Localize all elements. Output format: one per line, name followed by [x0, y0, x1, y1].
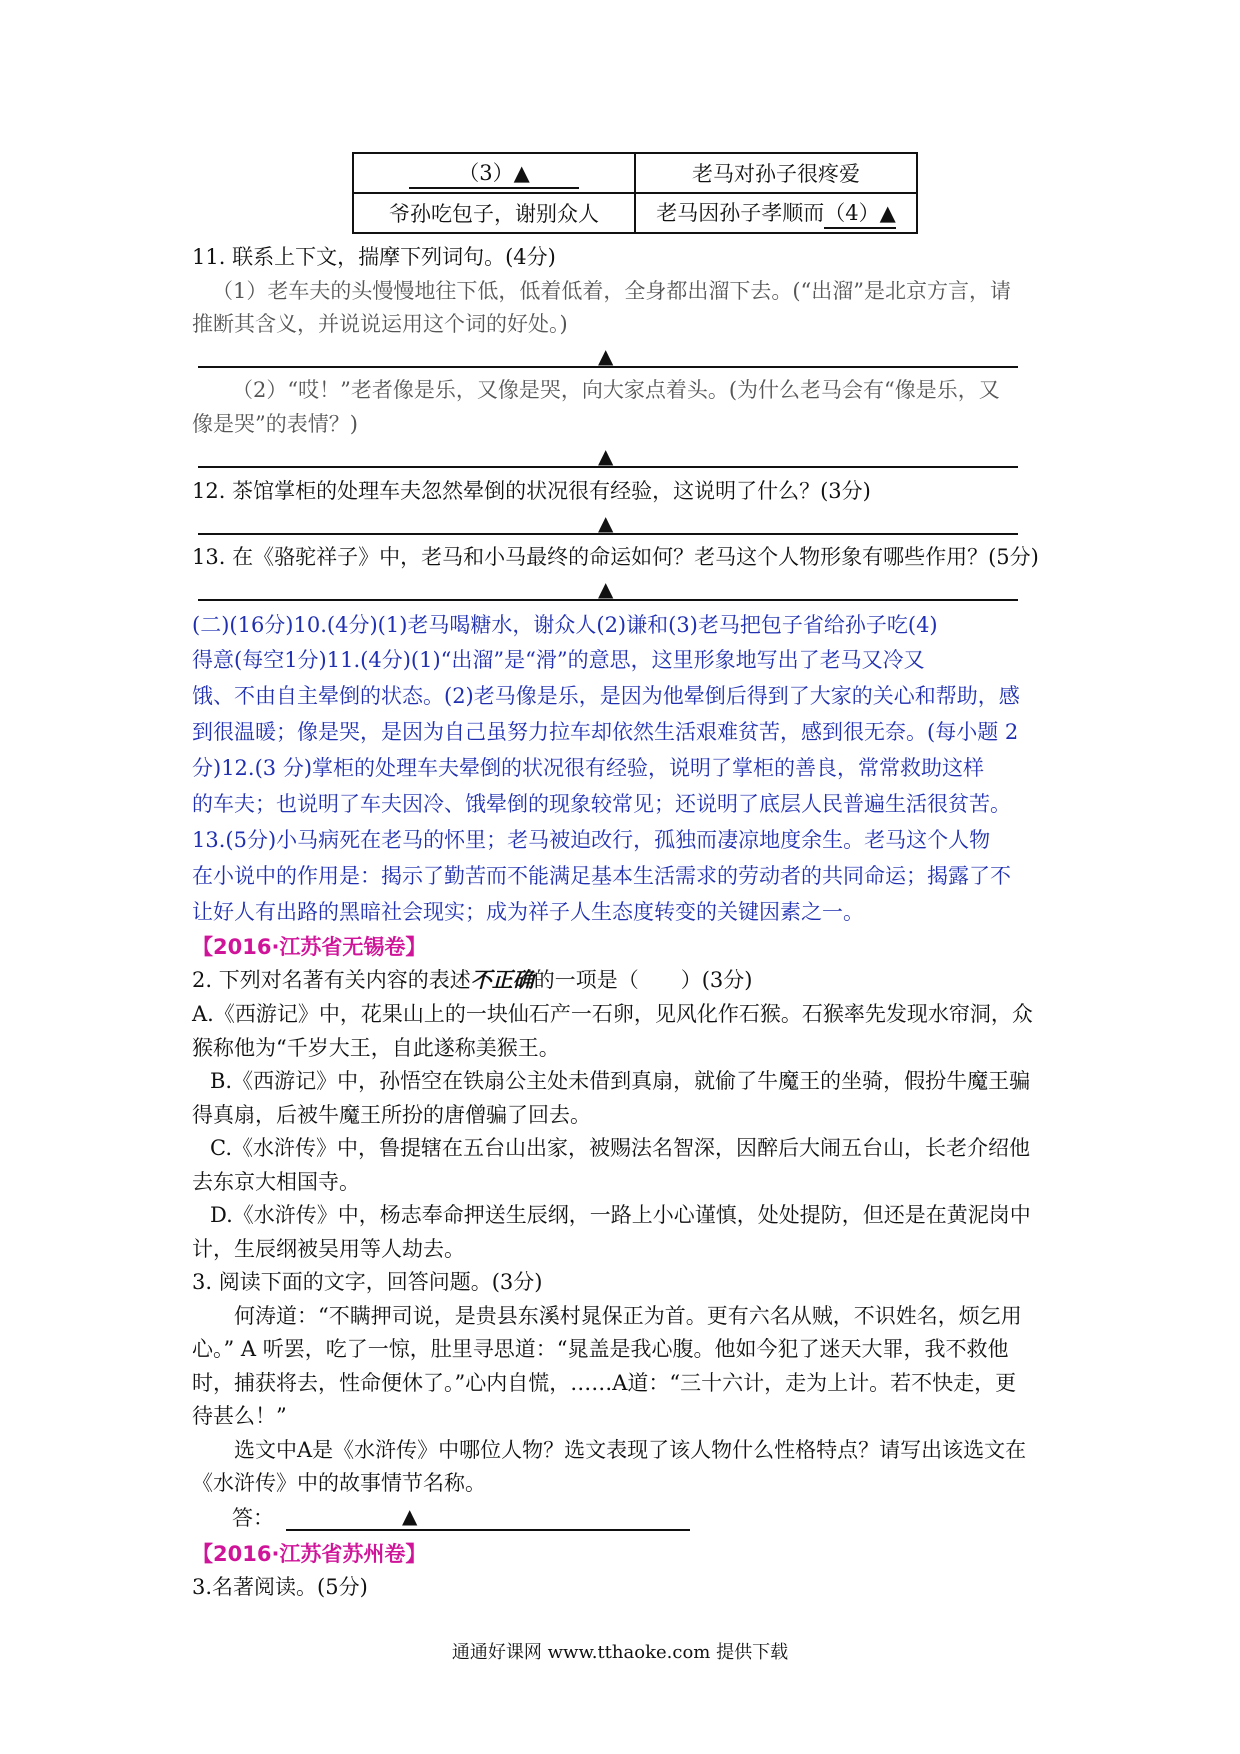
answer-line [286, 1529, 690, 1531]
question-11-stem: 11. 联系上下文，揣摩下列词句。(4分) [192, 245, 556, 269]
page-footer: 通通好课网 www.tthaoke.com 提供下载 [451, 1642, 789, 1663]
question-11-part1: （1）老车夫的头慢慢地往下低，低着低着，全身都出溜下去。(“出溜”是北京方言，请 [212, 279, 1012, 303]
answer-key-line: (二)(16分)10.(4分)(1)老马喝糖水，谢众人(2)谦和(3)老马把包子省给孙子吃(4) [192, 613, 938, 637]
question-3-stem: 3. 阅读下面的文字，回答问题。(3分) [192, 1270, 543, 1294]
answer-triangle-marker: ▲ [598, 577, 614, 601]
answer-key-line: 在小说中的作用是：揭示了勤苦而不能满足基本生活需求的劳动者的共同命运；揭露了不 [192, 864, 1011, 888]
passage-line: 待甚么！” [192, 1404, 287, 1428]
section-heading-wuxi: 【2016·江苏省无锡卷】 [192, 935, 427, 959]
question-2-stem [192, 963, 1062, 997]
passage-line: 何涛道：“不瞒押司说，是贵县东溪村晁保正为首。更有六名从贼，不识姓名，烦乞用 [234, 1304, 1022, 1328]
table-cell-text: 老马因孙子孝顺而 [656, 201, 825, 225]
question-11-part1-cont: 推断其含义，并说说运用这个词的好处。) [192, 312, 568, 336]
table-cell [353, 153, 635, 193]
question-2-stem-text: 的一项是（ ）(3分) [533, 968, 753, 992]
answer-line [198, 366, 1018, 368]
answer-label: 答： [232, 1506, 274, 1530]
answer-key-line: 分)12.(3 分)掌柜的处理车夫晕倒的状况很有经验，说明了掌柜的善良，常常救助这样 [192, 756, 985, 780]
option-d-cont: 计，生辰纲被吴用等人劫去。 [192, 1237, 465, 1261]
option-c-cont: 去东京大相国寺。 [192, 1170, 360, 1194]
question-3-suzhou: 3.名著阅读。(5分) [192, 1575, 368, 1599]
blank-4: （4）▲ [824, 197, 896, 229]
question-11-part2: （2）“哎！”老者像是乐，又像是哭，向大家点着头。(为什么老马会有“像是乐，又 [232, 378, 1000, 402]
answer-table [352, 152, 918, 234]
option-c: C.《水浒传》中，鲁提辖在五台山出家，被赐法名智深，因醉后大闹五台山，长老介绍他 [210, 1136, 1030, 1160]
section-heading-suzhou: 【2016·江苏省苏州卷】 [192, 1542, 427, 1566]
question-2-stem-text: 2. 下列对名著有关内容的表述 [192, 968, 471, 992]
question-3-prompt-cont: 《水浒传》中的故事情节名称。 [192, 1471, 486, 1495]
option-a-cont: 猴称他为“千岁大王，自此遂称美猴王。 [192, 1036, 560, 1060]
question-13: 13. 在《骆驼祥子》中，老马和小马最终的命运如何？老马这个人物形象有哪些作用？(5分) [192, 545, 1039, 569]
answer-line [198, 599, 1018, 601]
option-b-cont: 得真扇，后被牛魔王所扮的唐僧骗了回去。 [192, 1103, 591, 1127]
answer-key-line: 得意(每空1分)11.(4分)(1)“出溜”是“滑”的意思，这里形象地写出了老马又冷又 [192, 648, 925, 672]
emphasis-not-correct: 不正确 [470, 967, 534, 992]
question-3-prompt: 选文中A是《水浒传》中哪位人物？选文表现了该人物什么性格特点？请写出该选文在 [234, 1438, 1027, 1462]
answer-triangle-marker: ▲ [598, 444, 614, 468]
table-cell [635, 193, 917, 233]
table-row [353, 153, 917, 193]
answer-key-line: 的车夫；也说明了车夫因冷、饿晕倒的现象较常见；还说明了底层人民普遍生活很贫苦。 [192, 792, 1011, 816]
answer-line [198, 533, 1018, 535]
answer-triangle-marker: ▲ [402, 1504, 418, 1528]
answer-key-line: 让好人有出路的黑暗社会现实；成为祥子人生态度转变的关键因素之一。 [192, 900, 864, 924]
answer-triangle-marker: ▲ [598, 511, 614, 535]
table-cell: 老马对孙子很疼爱 [635, 153, 917, 193]
answer-triangle-marker: ▲ [598, 344, 614, 368]
question-11-part2-cont: 像是哭”的表情？) [192, 412, 358, 436]
answer-line [198, 466, 1018, 468]
option-d: D.《水浒传》中，杨志奉命押送生辰纲，一路上小心谨慎，处处提防，但还是在黄泥岗中 [210, 1203, 1031, 1227]
passage-line: 时，捕获将去，性命便休了。”心内自慌，……A道：“三十六计，走为上计。若不快走，更 [192, 1371, 1017, 1395]
question-12: 12. 茶馆掌柜的处理车夫忽然晕倒的状况很有经验，这说明了什么？(3分) [192, 479, 871, 503]
answer-key-line: 饿、不由自主晕倒的状态。(2)老马像是乐，是因为他晕倒后得到了大家的关心和帮助，感 [192, 684, 1020, 708]
passage-line: 心。” A 听罢，吃了一惊，肚里寻思道：“晁盖是我心腹。他如今犯了迷天大罪，我不救他 [192, 1337, 1009, 1361]
table-cell: 爷孙吃包子，谢别众人 [353, 193, 635, 233]
option-a: A.《西游记》中，花果山上的一块仙石产一石卵，见风化作石猴。石猴率先发现水帘洞，众 [192, 1002, 1033, 1026]
table-row [353, 193, 917, 233]
option-b: B.《西游记》中，孙悟空在铁扇公主处未借到真扇，就偷了牛魔王的坐骑，假扮牛魔王骗 [210, 1069, 1031, 1093]
answer-key-line: 13.(5分)小马病死在老马的怀里；老马被迫改行，孤独而凄凉地度余生。老马这个人物 [192, 828, 991, 852]
answer-key-line: 到很温暖；像是哭，是因为自己虽努力拉车却依然生活艰难贫苦，感到很无奈。(每小题 2 [192, 720, 1019, 744]
blank-3: （3）▲ [409, 157, 579, 189]
